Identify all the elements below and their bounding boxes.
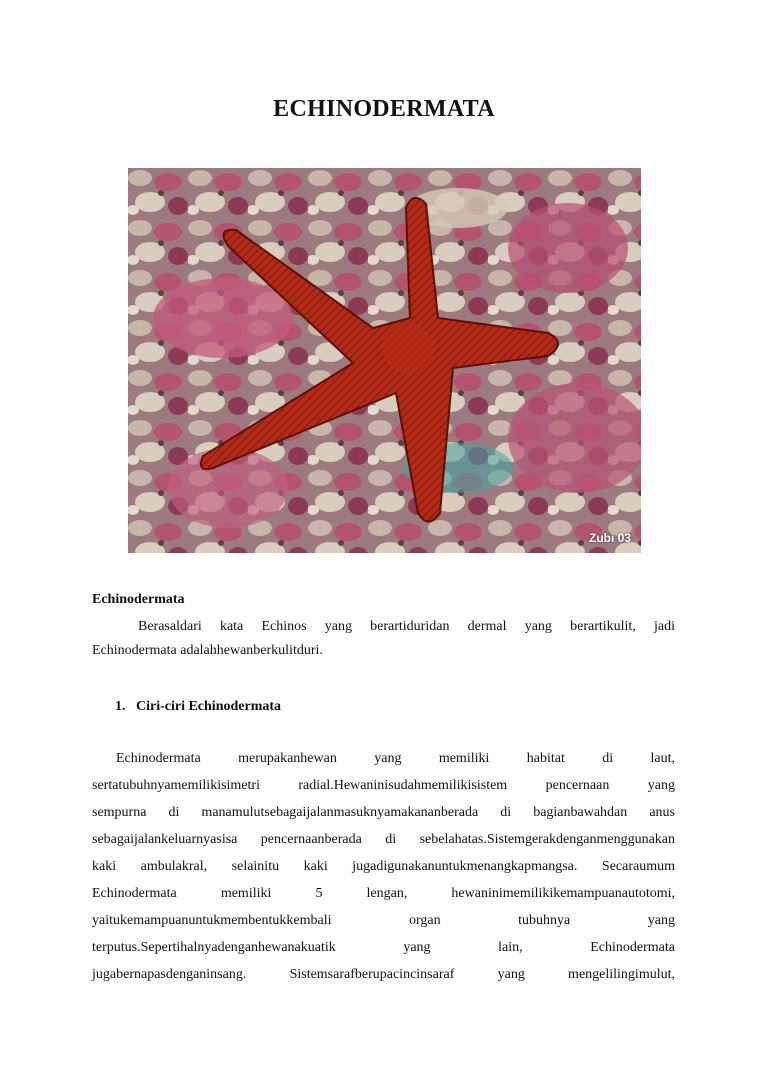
starfish-illustration xyxy=(128,168,641,553)
section-number: 1. xyxy=(115,699,126,714)
starfish-photo xyxy=(128,168,641,553)
body-line: sempurna di manamulutsebagaijalanmasuknyamakananberada di bagianbawahdan anus xyxy=(92,805,675,820)
body-line: Echinodermata memiliki 5 lengan, hewaninimemilikikemampuanautotomi, xyxy=(92,886,675,901)
body-line: yaitukemampuanuntukmembentukkembali organ tubuhnya yang xyxy=(92,913,675,928)
body-line: sertatubuhnyamemilikisimetri radial.Hewaninisudahmemilikisistem pencernaan yang xyxy=(92,778,675,793)
body-line: terputus.Sepertihalnyadenganhewanakuatik yang lain, Echinodermata xyxy=(92,940,675,955)
body-line: kaki ambulakral, selainitu kaki jugadigunakanuntukmenangkapmangsa. Secaraumum xyxy=(92,859,675,874)
body-line: Echinodermata merupakanhewan yang memiliki habitat di laut, xyxy=(116,751,675,766)
section-title: Ciri-ciri Echinodermata xyxy=(136,699,282,714)
photo-credit: Zubi 03 xyxy=(588,531,631,545)
body-line: jugabernapasdenganinsang. Sistemsarafberupacincinsaraf yang mengelilingimulut, xyxy=(92,967,675,982)
intro-heading: Echinodermata xyxy=(92,592,185,607)
section-heading xyxy=(115,697,698,716)
body-line: sebagaijalankeluarnyasisa pencernaanberada di sebelahatas.Sistemgerakdenganmenggunakan xyxy=(92,832,675,847)
page-title: ECHINODERMATA xyxy=(273,96,495,122)
intro-line-2: Echinodermata adalahhewanberkulitduri. xyxy=(92,643,323,658)
intro-line-1: Berasaldari kata Echinos yang berartiduridan dermal yang berartikulit, jadi xyxy=(138,619,675,634)
